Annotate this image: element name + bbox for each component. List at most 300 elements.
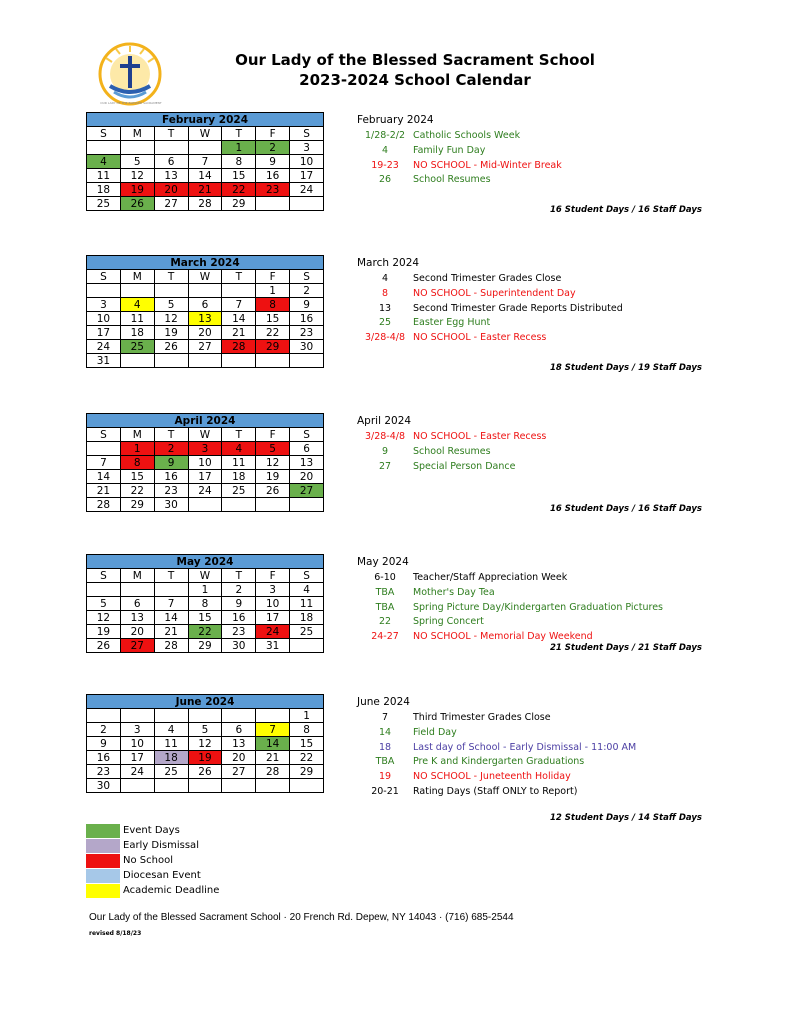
empty-day-cell [154,141,188,155]
day-cell: 1 [188,583,222,597]
empty-day-cell [256,354,290,368]
week-row [87,141,324,155]
week-row [87,484,324,498]
event-date: 25 [378,317,392,329]
event-date: 19-23 [371,159,399,171]
day-cell: 20 [222,751,256,765]
day-cell: 24 [290,183,324,197]
day-cell: 29 [222,197,256,211]
weekday-header: S [87,270,121,284]
weekday-header: M [120,569,154,583]
day-cell: 4 [87,155,121,169]
day-cell: 25 [87,197,121,211]
week-row [87,751,324,765]
event-date: 27 [378,460,392,472]
day-cell: 3 [290,141,324,155]
event-date: 7 [381,712,389,723]
legend-item [86,838,219,853]
day-cell: 18 [290,611,324,625]
day-cell: 19 [188,751,222,765]
empty-day-cell [87,709,121,723]
day-cell: 4 [290,583,324,597]
event-row [357,785,717,800]
event-date: 18 [378,741,392,753]
legend-item [86,823,219,838]
day-cell: 25 [154,765,188,779]
event-date: 22 [378,616,392,628]
day-cell: 28 [256,765,290,779]
footer-address: Our Lady of the Blessed Sacrament School · 20 French Rd. Depew, NY 14043 · (716) 685-2544 [89,912,514,923]
day-cell: 9 [222,597,256,611]
empty-day-cell [222,779,256,793]
day-cell: 29 [256,340,290,354]
day-cell: 8 [290,723,324,737]
empty-day-cell [120,583,154,597]
day-cell: 10 [188,456,222,470]
empty-day-cell [290,354,324,368]
event-row [357,601,717,616]
empty-day-cell [290,498,324,512]
legend-swatch [86,869,120,883]
event-description: Mother's Day Tea [413,586,495,598]
week-row [87,442,324,456]
day-cell: 2 [222,583,256,597]
empty-day-cell [120,284,154,298]
day-cell: 12 [256,456,290,470]
day-cell: 3 [87,298,121,312]
legend [86,823,219,898]
legend-label: Academic Deadline [123,885,220,896]
day-cell: 24 [87,340,121,354]
week-row [87,611,324,625]
event-date: 20-21 [371,785,399,797]
day-cell: 29 [290,765,324,779]
day-cell: 16 [256,169,290,183]
day-cell: 30 [222,639,256,653]
day-cell: 17 [87,326,121,340]
day-cell: 25 [222,484,256,498]
week-row [87,723,324,737]
legend-label: Event Days [123,825,180,836]
weekday-header: S [290,428,324,442]
day-cell: 21 [87,484,121,498]
day-cell: 25 [120,340,154,354]
day-cell: 16 [87,751,121,765]
day-cell: 2 [154,442,188,456]
day-cell: 13 [120,611,154,625]
day-cell: 14 [188,169,222,183]
month-events [357,414,717,474]
event-row [357,129,717,144]
day-cell: 13 [290,456,324,470]
day-cell: 15 [222,169,256,183]
day-cell: 20 [120,625,154,639]
event-row [357,302,717,317]
day-cell: 29 [188,639,222,653]
day-cell: 22 [222,183,256,197]
day-cell: 12 [188,737,222,751]
day-cell: 25 [290,625,324,639]
day-cell: 11 [154,737,188,751]
week-row [87,779,324,793]
day-cell: 10 [290,155,324,169]
empty-day-cell [222,709,256,723]
day-cell: 8 [256,298,290,312]
legend-label: No School [123,855,173,866]
school-name-title: Our Lady of the Blessed Sacrament School [235,51,595,69]
event-date: 9 [381,445,389,457]
event-row [357,741,717,756]
day-cell: 18 [154,751,188,765]
events-month-title: February 2024 [357,114,434,126]
day-cell: 31 [256,639,290,653]
event-row [357,159,717,174]
empty-day-cell [222,354,256,368]
empty-day-cell [154,284,188,298]
weekday-header: T [222,127,256,141]
weekday-header: T [154,569,188,583]
event-date: 4 [381,144,389,156]
event-description: NO SCHOOL - Mid-Winter Break [413,159,562,171]
day-cell: 6 [120,597,154,611]
event-date: 3/28-4/8 [364,431,406,442]
day-cell: 5 [87,597,121,611]
day-cell: 23 [154,484,188,498]
empty-day-cell [290,639,324,653]
empty-day-cell [222,284,256,298]
empty-day-cell [120,709,154,723]
event-row [357,726,717,741]
day-cell: 18 [87,183,121,197]
empty-day-cell [188,498,222,512]
event-description: Second Trimester Grade Reports Distributed [413,302,623,314]
empty-day-cell [256,779,290,793]
day-cell: 21 [188,183,222,197]
day-cell: 26 [154,340,188,354]
month-header: May 2024 [87,555,324,569]
day-cell: 21 [222,326,256,340]
legend-swatch [86,839,120,853]
event-date: 8 [381,287,389,299]
weekday-header: M [120,428,154,442]
empty-day-cell [154,354,188,368]
day-cell: 4 [120,298,154,312]
empty-day-cell [154,583,188,597]
event-description: Easter Egg Hunt [413,317,491,329]
weekday-header: W [188,127,222,141]
empty-day-cell [188,779,222,793]
day-cell: 5 [120,155,154,169]
day-cell: 6 [188,298,222,312]
day-cell: 28 [87,498,121,512]
day-cell: 30 [154,498,188,512]
week-row [87,155,324,169]
legend-label: Diocesan Event [123,870,201,881]
month-calendar [86,112,324,211]
week-row [87,583,324,597]
day-cell: 27 [222,765,256,779]
day-cell: 19 [87,625,121,639]
empty-day-cell [290,779,324,793]
day-cell: 10 [87,312,121,326]
day-cell: 26 [188,765,222,779]
day-cell: 3 [256,583,290,597]
day-cell: 1 [290,709,324,723]
day-cell: 13 [222,737,256,751]
event-row [357,430,717,445]
event-description: Spring Picture Day/Kindergarten Graduation Pictures [413,601,663,613]
week-row [87,340,324,354]
event-description: Special Person Dance [413,460,516,472]
day-cell: 1 [256,284,290,298]
event-row [357,615,717,630]
empty-day-cell [256,498,290,512]
day-cell: 28 [188,197,222,211]
week-row [87,326,324,340]
event-description: Family Fun Day [413,144,486,156]
day-cell: 13 [188,312,222,326]
event-description: School Resumes [413,445,491,457]
day-cell: 12 [87,611,121,625]
week-row [87,709,324,723]
day-cell: 12 [154,312,188,326]
weekday-header: M [120,127,154,141]
event-row [357,287,717,302]
event-date: 19 [378,771,392,783]
day-cell: 16 [154,470,188,484]
weekday-header: M [120,270,154,284]
empty-day-cell [188,141,222,155]
day-cell: 13 [154,169,188,183]
weekday-header: T [154,270,188,284]
day-cell: 4 [222,442,256,456]
day-cell: 23 [222,625,256,639]
day-cell: 19 [154,326,188,340]
day-cell: 8 [120,456,154,470]
event-date: 1/28-2/2 [364,130,406,141]
day-cell: 4 [154,723,188,737]
day-cell: 12 [120,169,154,183]
day-cell: 17 [120,751,154,765]
day-cell: 20 [290,470,324,484]
day-cell: 7 [154,597,188,611]
day-cell: 22 [120,484,154,498]
day-cell: 2 [290,284,324,298]
weekday-header: S [290,127,324,141]
day-cell: 17 [290,169,324,183]
event-row [357,460,717,475]
day-cell: 5 [154,298,188,312]
week-row [87,183,324,197]
day-cell: 11 [87,169,121,183]
empty-day-cell [120,141,154,155]
weekday-header: T [222,428,256,442]
week-row [87,456,324,470]
event-description: Teacher/Staff Appreciation Week [413,572,568,583]
event-description: Rating Days (Staff ONLY to Report) [413,785,578,797]
day-cell: 20 [154,183,188,197]
legend-swatch [86,884,120,898]
weekday-header: W [188,428,222,442]
day-cell: 9 [87,737,121,751]
event-date: 26 [378,174,392,186]
day-cell: 3 [120,723,154,737]
day-cell: 15 [256,312,290,326]
event-description: NO SCHOOL - Superintendent Day [413,287,576,299]
day-cell: 23 [256,183,290,197]
day-cell: 18 [120,326,154,340]
student-staff-days-note: 12 Student Days / 14 Staff Days [550,813,702,823]
weekday-header: S [290,270,324,284]
day-cell: 24 [188,484,222,498]
month-events [357,113,717,188]
day-cell: 27 [120,639,154,653]
event-row [357,770,717,785]
event-description: NO SCHOOL - Juneteenth Holiday [413,771,571,783]
day-cell: 21 [256,751,290,765]
day-cell: 19 [120,183,154,197]
day-cell: 11 [120,312,154,326]
day-cell: 8 [188,597,222,611]
event-date: TBA [375,586,395,598]
day-cell: 22 [256,326,290,340]
day-cell: 17 [188,470,222,484]
day-cell: 15 [188,611,222,625]
day-cell: 22 [188,625,222,639]
empty-day-cell [256,709,290,723]
day-cell: 5 [188,723,222,737]
month-header: February 2024 [87,113,324,127]
events-month-title: March 2024 [357,257,420,269]
month-calendar [86,413,324,512]
weekday-header: F [256,569,290,583]
week-row [87,737,324,751]
event-row [357,445,717,460]
day-cell: 23 [290,326,324,340]
day-cell: 20 [188,326,222,340]
day-cell: 18 [222,470,256,484]
empty-day-cell [120,779,154,793]
weekday-header: F [256,270,290,284]
event-description: Pre K and Kindergarten Graduations [413,756,585,768]
day-cell: 30 [290,340,324,354]
legend-swatch [86,824,120,838]
day-cell: 31 [87,354,121,368]
day-cell: 16 [290,312,324,326]
weekday-header: W [188,270,222,284]
day-cell: 28 [222,340,256,354]
event-date: 3/28-4/8 [364,332,406,344]
day-cell: 6 [290,442,324,456]
day-cell: 9 [290,298,324,312]
event-description: NO SCHOOL - Easter Recess [413,431,547,442]
day-cell: 7 [188,155,222,169]
empty-day-cell [154,779,188,793]
day-cell: 26 [120,197,154,211]
day-cell: 9 [154,456,188,470]
event-description: Field Day [413,726,457,738]
calendar-title: 2023-2024 School Calendar [299,71,531,89]
day-cell: 8 [222,155,256,169]
day-cell: 14 [87,470,121,484]
school-seal-logo [98,42,162,106]
week-row [87,312,324,326]
event-row [357,755,717,770]
event-description: NO SCHOOL - Easter Recess [413,332,547,344]
student-staff-days-note: 16 Student Days / 16 Staff Days [550,205,702,215]
event-date: 6-10 [374,572,396,583]
day-cell: 2 [87,723,121,737]
empty-day-cell [87,284,121,298]
week-row [87,284,324,298]
day-cell: 9 [256,155,290,169]
month-calendar [86,694,324,793]
day-cell: 14 [256,737,290,751]
day-cell: 3 [188,442,222,456]
day-cell: 14 [154,611,188,625]
event-row [357,711,717,726]
day-cell: 27 [188,340,222,354]
weekday-header: S [87,127,121,141]
week-row [87,197,324,211]
event-description: NO SCHOOL - Memorial Day Weekend [413,631,593,643]
legend-swatch [86,854,120,868]
day-cell: 15 [290,737,324,751]
events-month-title: April 2024 [357,415,412,427]
week-row [87,298,324,312]
weekday-header: T [154,127,188,141]
day-cell: 30 [87,779,121,793]
weekday-header: S [290,569,324,583]
event-date: 4 [381,273,389,284]
weekday-header: S [87,428,121,442]
event-row [357,586,717,601]
day-cell: 23 [87,765,121,779]
week-row [87,354,324,368]
day-cell: 6 [222,723,256,737]
day-cell: 27 [154,197,188,211]
event-date: TBA [375,756,395,768]
day-cell: 26 [256,484,290,498]
month-calendar [86,554,324,653]
empty-day-cell [188,709,222,723]
event-row [357,144,717,159]
week-row [87,169,324,183]
events-month-title: May 2024 [357,556,409,568]
day-cell: 17 [256,611,290,625]
day-cell: 2 [256,141,290,155]
event-row [357,571,717,586]
week-row [87,597,324,611]
empty-day-cell [222,498,256,512]
day-cell: 24 [120,765,154,779]
month-header: March 2024 [87,256,324,270]
month-header: June 2024 [87,695,324,709]
event-description: Spring Concert [413,616,484,628]
legend-item [86,853,219,868]
empty-day-cell [87,141,121,155]
day-cell: 7 [87,456,121,470]
events-month-title: June 2024 [357,696,410,708]
day-cell: 22 [290,751,324,765]
logo-caption: OUR LADY OF THE BLESSED SACRAMENT [100,101,162,105]
month-calendar [86,255,324,368]
weekday-header: F [256,428,290,442]
month-events [357,695,717,800]
student-staff-days-note: 18 Student Days / 19 Staff Days [550,363,702,373]
day-cell: 10 [120,737,154,751]
day-cell: 16 [222,611,256,625]
